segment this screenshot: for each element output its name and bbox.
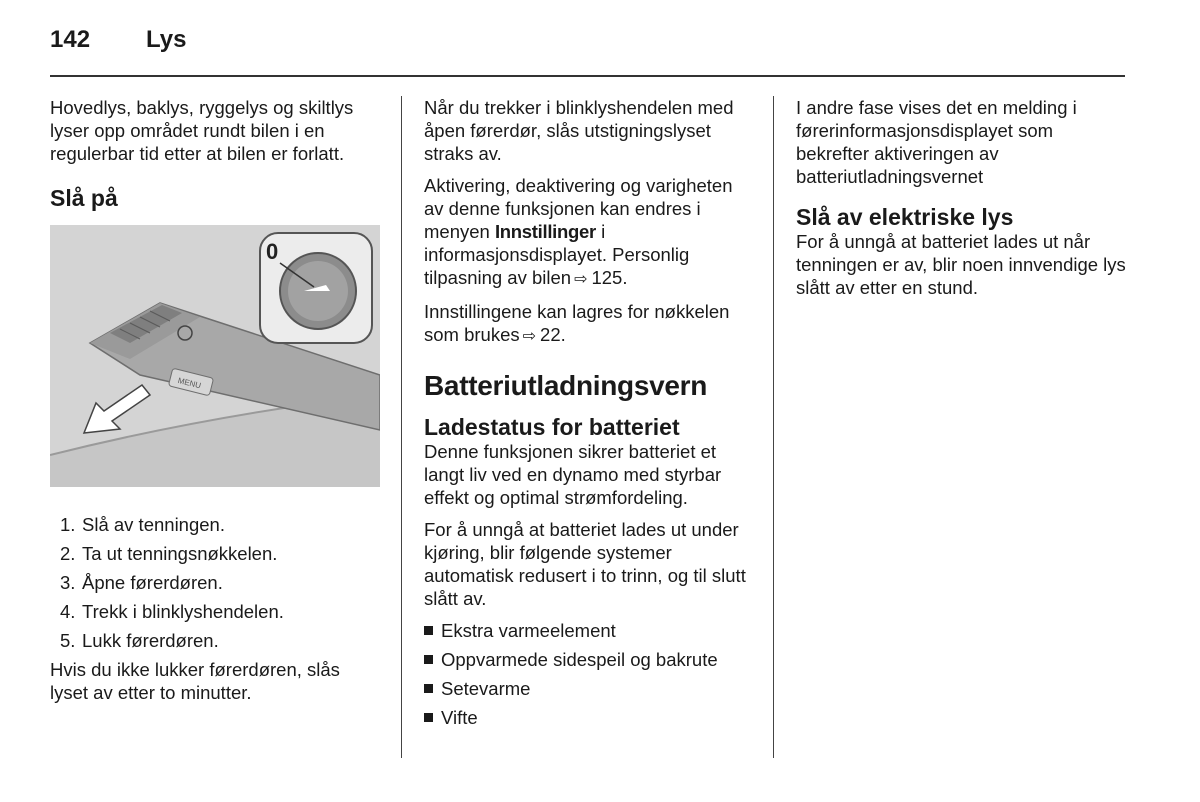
- bullet-icon: [424, 684, 433, 693]
- settings-menu-name: Innstillinger: [494, 221, 596, 242]
- heading-battery-protection: Batteriutladningsvern: [424, 370, 708, 401]
- paragraph-settings: Aktivering, deaktivering og varigheten av denne funksjonen kan endres i menyen Innstillinger i informasjonsdisplayet. Personlig tilpasning av bilen ⇨ 125.: [424, 174, 754, 291]
- paragraph-key-settings: Innstillingene kan lagres for nøkkelen som brukes ⇨ 22.: [424, 300, 754, 348]
- list-item: 1. Slå av tenningen.: [60, 514, 225, 535]
- systems-list: [424, 619, 754, 729]
- list-item: 2. Ta ut tenningsnøkkelen.: [60, 543, 278, 564]
- steps-list: [60, 513, 380, 652]
- paragraph-battery-life: Denne funksjonen sikrer batteriet et langt liv ved en dynamo med styrbar effekt og optimal strømfordeling.: [424, 441, 722, 508]
- paragraph-phase-two: I andre fase vises det en melding i førerinformasjonsdisplayet som bekrefter aktiveringen av batteriutladningsvernet: [796, 97, 1077, 187]
- closing-paragraph: Hvis du ikke lukker førerdøren, slås lyset av etter to minutter.: [50, 659, 340, 703]
- page-reference-icon: ⇨: [574, 271, 588, 288]
- heading-charge-status: Ladestatus for batteriet: [424, 414, 680, 440]
- intro-paragraph: Hovedlys, baklys, ryggelys og skiltlys lyser opp området rundt bilen i en regulerbar tid etter at bilen er forlatt.: [50, 97, 354, 164]
- column-divider-2: [773, 96, 774, 758]
- section-title: Lys: [146, 26, 187, 53]
- paragraph-reduction: For å unngå at batteriet lades ut under kjøring, blir følgende systemer automatisk redusert i to trinn, og til slutt slått av.: [424, 519, 746, 609]
- list-item: 4. Trekk i blinklyshendelen.: [60, 601, 284, 622]
- column-right: [796, 96, 1126, 308]
- bullet-icon: [424, 713, 433, 722]
- lever-illustration: [50, 225, 380, 487]
- heading-turn-off-lights: Slå av elektriske lys: [796, 204, 1014, 230]
- column-left: [50, 96, 380, 713]
- list-item: Vifte: [424, 706, 754, 729]
- bullet-icon: [424, 655, 433, 664]
- list-item: 3. Åpne førerdøren.: [60, 572, 223, 593]
- page-reference: 22.: [540, 324, 566, 345]
- list-item: Setevarme: [424, 677, 754, 700]
- list-item: Ekstra varmeelement: [424, 619, 754, 642]
- bullet-icon: [424, 626, 433, 635]
- paragraph-exit-light: Når du trekker i blinklyshendelen med åpen førerdør, slås utstigningslyset straks av.: [424, 97, 734, 164]
- header-rule: [50, 75, 1125, 77]
- column-divider-1: [401, 96, 402, 758]
- page-reference-icon: ⇨: [522, 328, 537, 345]
- menu-label: MENU: [176, 375, 202, 391]
- list-item: 5. Lukk førerdøren.: [60, 630, 219, 651]
- paragraph-interior-lights: For å unngå at batteriet lades ut når tenningen er av, blir noen innvendige lys slått av etter en stund.: [796, 231, 1126, 298]
- list-item: Oppvarmede sidespeil og bakrute: [424, 648, 754, 671]
- page-number: 142: [50, 26, 91, 53]
- heading-turn-on: Slå på: [50, 185, 118, 211]
- page-reference: 125.: [591, 267, 628, 288]
- column-middle: [424, 96, 754, 735]
- figure-zero-label: 0: [266, 239, 279, 264]
